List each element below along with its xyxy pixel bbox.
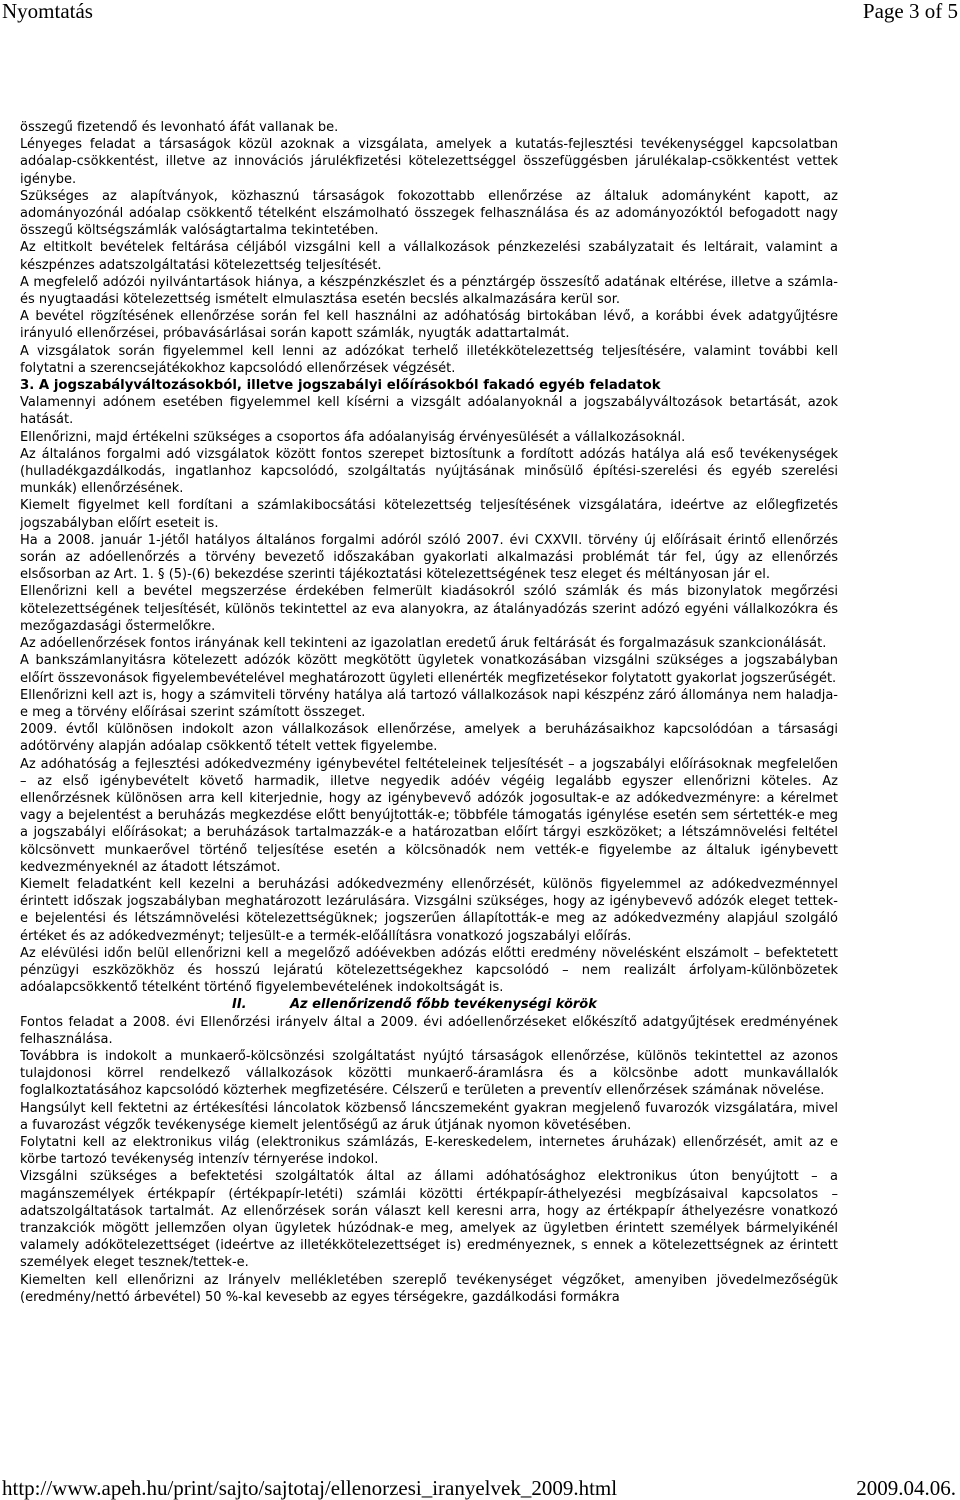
paragraph: A bevétel rögzítésének ellenőrzése során fel kell használni az adóhatóság birtokában lévő, a korábbi évek adatgyűjtésre irányuló ellenőrzései, próbavásárlásai során kapott számlák, nyugták adattartalmát. xyxy=(20,309,838,342)
paragraph: Vizsgálni szükséges a befektetési szolgáltatók által az állami adóhatósághoz elektronikus úton benyújtott – a magánszemélyek értékpapír (értékpapír-letéti) számlái közötti értékpapír-áthelyezési megbízásaival kapcsolatos – adatszolgáltatások tartalmát. Az ellenőrzések során választ kell keresni arra, hogy az értékpapír áthelyezésre vonatkozó tranzakciók mögött jellemzően olyan ügyletek húzódnak-e meg, amelyek az ügyletben érintett személyek bármelyikénél valamely adókötelezettséget (ideértve az illetékkötelezettséget is) eredményeznek, s ennek a kötelezettségnek az érintett személyek eleget tesznek/tettek-e. xyxy=(20,1169,838,1271)
paragraph: Kiemelt feladatként kell kezelni a beruházási adókedvezmény ellenőrzését, különös figyelemmel az adókedvezménnyel érintett időszak jogszabályban meghatározott lezárulására. Vizsgálni szükséges, hogy az igénybevevő adózók eleget tettek-e bejelentési és létszámnövelési kötelezettségüknek; jogszerűen állapították-e meg az adókedvezmény alapjául szolgáló értéket és az adókedvezményt; teljesült-e a termék-előállításra vonatkozó jogszabályi előírás. xyxy=(20,876,838,944)
print-header-page-number: Page 3 of 5 xyxy=(862,0,958,23)
paragraph: A vizsgálatok során figyelemmel kell lenni az adózókat terhelő illetékkötelezettség teljesítésére, valamint további kell folytatni a szerencsejátékokhoz kapcsolódó ellenőrzések végzését. xyxy=(20,343,838,376)
paragraph: Folytatni kell az elektronikus világ (elektronikus számlázás, E-kereskedelem, internetes áruházak) ellenőrzését, amit az e körbe tartozó tevékenység intenzív térnyerése indokol. xyxy=(20,1134,838,1168)
paragraph: Fontos feladat a 2008. évi Ellenőrzési irányelv által a 2009. évi adóellenőrzéseket előkészítő adatgyűjtések eredményének felhasználása. xyxy=(20,1014,838,1047)
paragraph: A megfelelő adózói nyilvántartások hiánya, a készpénzkészlet és a pénztárgép összesítő adatának eltérése, illetve a számla- és nyugtaadási kötelezettség ismételt elmulasztása esetén becslés alkalmazására kerül sor. xyxy=(20,274,838,308)
document-body xyxy=(20,119,838,1397)
chapter-number: II. xyxy=(232,997,247,1013)
paragraph: Az eltitkolt bevételek feltárása céljából vizsgálni kell a vállalkozások pénzkezelési szabályzatait és leltárait, valamint a készpénzes adatszolgáltatási kötelezettség teljesítését. xyxy=(20,240,838,273)
chapter-heading xyxy=(20,996,838,1013)
section-heading: 3. A jogszabályváltozásokból, illetve jogszabályi előírásokból fakadó egyéb feladatok xyxy=(20,378,661,394)
paragraph: összegű fizetendő és levonható áfát vallanak be. xyxy=(20,120,339,135)
print-footer-url: http://www.apeh.hu/print/sajto/sajtotaj/ellenorzesi_iranyelvek_2009.html xyxy=(2,1476,618,1500)
print-header-title: Nyomtatás xyxy=(2,0,93,23)
paragraph: Hangsúlyt kell fektetni az értékesítési láncolatok közbenső láncszemeként gyakran megjelenő fuvarozók vizsgálatára, mivel a fuvarozást végzők tevékenysége kiemelt jelentőségű az áruk útjának nyomon követésében. xyxy=(20,1100,838,1133)
paragraph: Az elévülési időn belül ellenőrizni kell a megelőző adóévekben adózás előtti eredmény növelésként elszámolt – befektetett pénzügyi eszközökhöz és hosszú lejáratú kötelezettségekhez kapcsolódó – nem realizált árfolyam-különbözetek adóalapcsökkentő tételként történő figyelembevételének indokoltságát is. xyxy=(20,945,838,996)
paragraph: 2009. évtől különösen indokolt azon vállalkozások ellenőrzése, amelyek a beruházásaikhoz kapcsolódóan a társasági adótörvény alapján adóalap csökkentő tételt vettek figyelembe. xyxy=(20,722,838,755)
paragraph: Kiemelten kell ellenőrizni az Irányelv mellékletében szereplő tevékenységet végzőket, amenyiben jövedelmezőségük (eredmény/nettó árbevétel) 50 %-kal kevesebb az egyes térségekre, gazdálkodási formákra xyxy=(20,1272,838,1305)
print-footer-date: 2009.04.06. xyxy=(856,1476,956,1500)
paragraph: Ellenőrizni kell azt is, hogy a számviteli törvény hatálya alá tartozó vállalkozások napi készpénz záró állománya nem haladja-e meg a törvény előírásai szerint számított összeget. xyxy=(20,687,838,720)
paragraph: Az adóhatóság a fejlesztési adókedvezmény igénybevétel feltételeinek teljesítését – a jogszabályi előírásoknak megfelelően – az első igénybevételt követő harmadik, illetve negyedik adóév végéig legalább egyszer ellenőrizni köteles. Az ellenőrzésnek különösen arra kell kiterjednie, hogy az igénybevevő adózók jogosultak-e az adókedvezményre: a kérelmet vagy a bejelentést a beruházás megkezdése előtt benyújtották-e; többféle támogatás igénylése esetén sem sértették-e meg a jogszabályi előírásokat; a beruházások tartalmazzák-e a határozatban előírt tárgyi eszközöket; a létszámnövelési feltétel kölcsönvett munkaerővel történő teljesítése esetén a kölcsönadók nem vették-e figyelembe az általuk igénybevett kedvezményeknél az átadott létszámot. xyxy=(20,756,838,875)
paragraph: Az általános forgalmi adó vizsgálatok között fontos szerepet biztosítunk a fordított adózás hatálya alá eső tevékenységek (hulladékgazdálkodás, ingatlanhoz kapcsolódó, szolgáltatás nyújtásának minősülő építési-szerelési és egyéb szerelési munkák) ellenőrzésének. xyxy=(20,446,838,497)
paragraph: Továbbra is indokolt a munkaerő-kölcsönzési szolgáltatást nyújtó társaságok ellenőrzése, különös tekintettel az azonos tulajdonosi körrel rendelkező vállalkozások közötti munkaerő-áramlásra és a kölcsönbe adott munkavállalók foglalkoztatásához kapcsolódó közterhek megfizetésére. Célszerű e területen a preventív ellenőrzések számának növelése. xyxy=(20,1048,838,1099)
chapter-title: Az ellenőrizendő főbb tevékenységi körök xyxy=(290,997,597,1013)
paragraph: Szükséges az alapítványok, közhasznú társaságok fokozottabb ellenőrzése az általuk adományként kapott, az adományozónál adóalap csökkentő tételként elszámolható összegek felhasználása és az adományozóktól befogadott nagy összegű költségszámlák valóságtartalma tekintetében. xyxy=(20,188,838,239)
paragraph: Az adóellenőrzések fontos irányának kell tekinteni az igazolatlan eredetű áruk feltárását és forgalmazásuk szankcionálását. xyxy=(20,636,827,652)
paragraph: A bankszámlanyitásra kötelezett adózók között megkötött ügyletek vonatkozásában vizsgálni szükséges a jogszabályban előírt összevonások figyelembevételével meghatározott ügyleti ellenérték megfizetésekor folytatott gyakorlat jogszerűségét. xyxy=(20,653,838,686)
paragraph: Ellenőrizni, majd értékelni szükséges a csoportos áfa adóalanyiság érvényesülését a vállalkozásoknál. xyxy=(20,429,686,445)
paragraph: Lényeges feladat a társaságok közül azoknak a vizsgálata, amelyek a kutatás-fejlesztési tevékenységgel kapcsolatban adóalap-csökkentést, illetve az innovációs járulékfizetési kötelezettséggel összefüggésben járulékalap-csökkentést vettek igénybe. xyxy=(20,137,838,187)
paragraph: Ellenőrizni kell a bevétel megszerzése érdekében felmerült kiadásokról szóló számlák és más bizonylatok megőrzési kötelezettségének teljesítését, különös tekintettel az eva alanyokra, az átalányadózás szerint adózó egyéni vállalkozókra és mezőgazdasági őstermelőkre. xyxy=(20,584,838,634)
paragraph: Valamennyi adónem esetében figyelemmel kell kísérni a vizsgált adóalanyoknál a jogszabályváltozások betartását, azok hatását. xyxy=(20,395,838,428)
paragraph: Kiemelt figyelmet kell fordítani a számlakibocsátási kötelezettség teljesítésének vizsgálatára, ideértve az előlegfizetés jogszabályban előírt eseteit is. xyxy=(20,498,838,531)
paragraph: Ha a 2008. január 1-jétől hatályos általános forgalmi adóról szóló 2007. évi CXXVII. törvény új előírásait érintő ellenőrzés során az adóellenőrzés a törvény bevezető időszakában gyakorlati alkalmazási problémát tár fel, úgy az ellenőrzés elsősorban az Art. 1. § (5)-(6) bekezdése szerinti tájékoztatási kötelezettségének tesz eleget és méltányosan jár el. xyxy=(20,532,838,583)
